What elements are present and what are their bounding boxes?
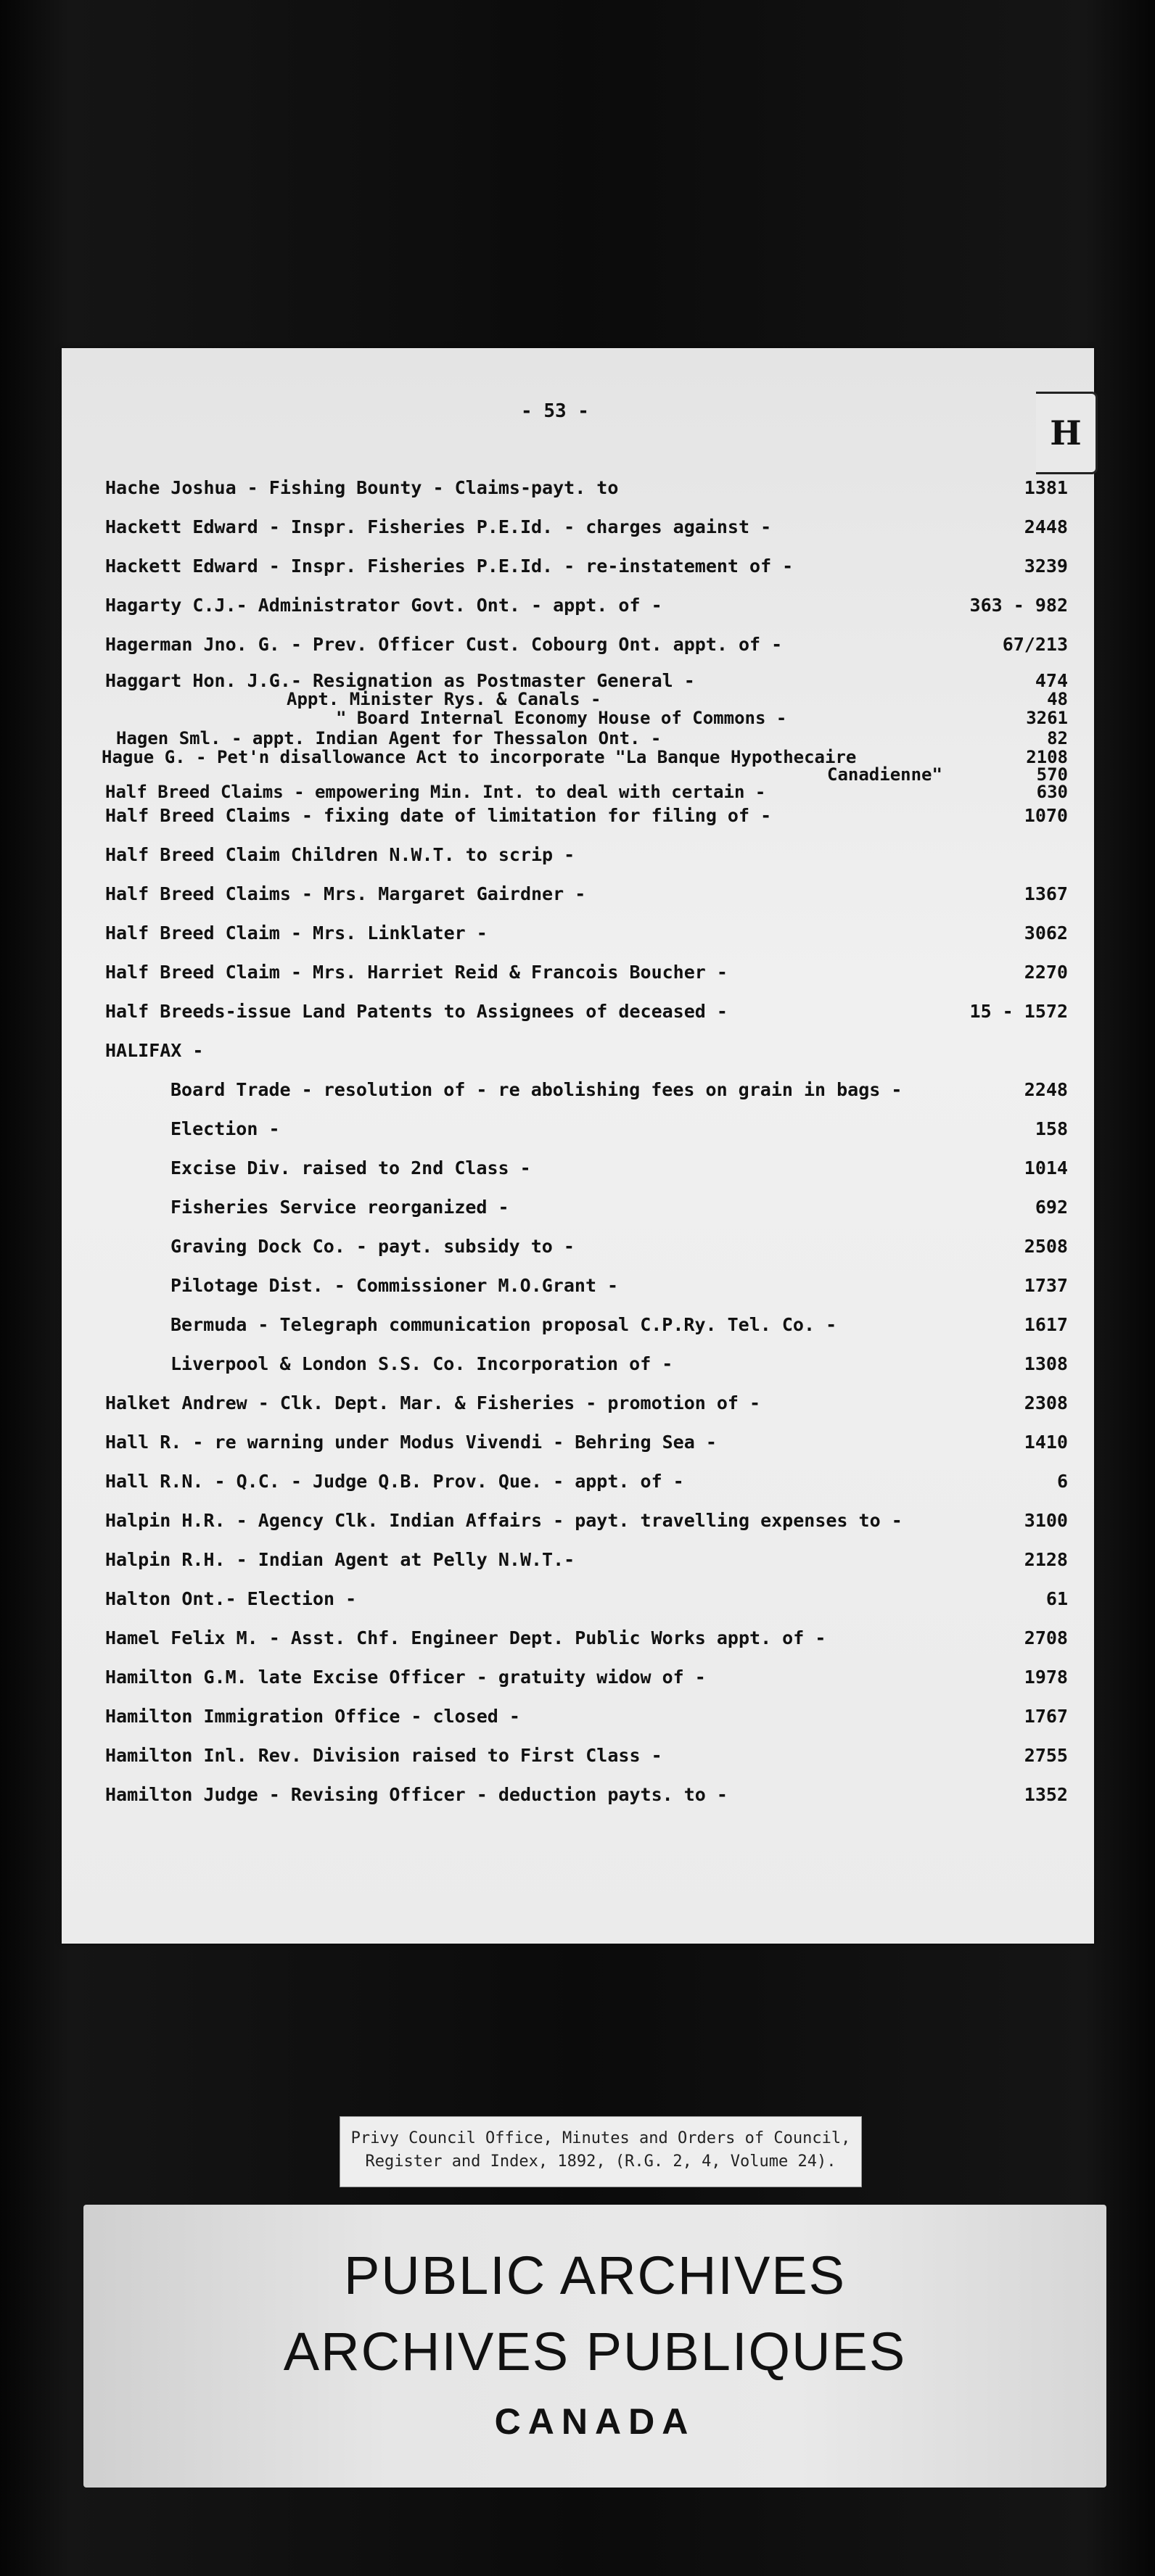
entry-text: Hackett Edward - Inspr. Fisheries P.E.Id. - charges against - [105,516,772,537]
entry-ref: 2108 [1026,747,1068,767]
entry-text: Fisheries Service reorganized - [170,1197,509,1218]
index-entry [62,1627,1094,1656]
entry-text: Half Breed Claim - Mrs. Harriet Reid & Francois Boucher - [105,962,728,983]
index-entry [62,516,1094,545]
entry-text: HALIFAX - [105,1040,204,1061]
entry-ref: 1014 [1024,1157,1068,1178]
entry-ref: 1308 [1024,1353,1068,1374]
index-entry [62,556,1094,585]
index-entry [62,883,1094,912]
entry-text: Hall R. - re warning under Modus Vivendi - Behring Sea - [105,1432,717,1453]
entry-ref: 1978 [1024,1667,1068,1688]
entry-text: Liverpool & London S.S. Co. Incorporation of - [170,1353,673,1374]
index-entry [62,1118,1094,1147]
entry-text: Election - [170,1118,280,1139]
entry-text: Half Breed Claim Children N.W.T. to scrip - [105,844,575,865]
entry-ref: 3261 [1026,708,1068,728]
entry-text: Canadienne" [827,764,942,785]
stamp-line-1: PUBLIC ARCHIVES [343,2245,847,2305]
index-entry [62,1001,1094,1030]
entry-text: Graving Dock Co. - payt. subsidy to - [170,1236,575,1257]
index-tab-letter: H [1036,392,1098,474]
entry-text: Hagerman Jno. G. - Prev. Officer Cust. Cobourg Ont. appt. of - [105,634,783,655]
entry-text: Hagen Sml. - appt. Indian Agent for Thessalon Ont. - [116,728,662,748]
index-entry [62,1236,1094,1265]
index-entry [62,922,1094,951]
index-entry [62,1157,1094,1186]
entry-text: " Board Internal Economy House of Commons - [336,708,787,728]
index-entry [62,1549,1094,1578]
index-entry [62,1432,1094,1461]
entry-ref: 474 [1035,670,1068,691]
entry-text: Board Trade - resolution of - re abolishing fees on grain in bags - [170,1079,903,1100]
index-entry [62,1745,1094,1774]
page-number: - 53 - [521,400,589,422]
entry-text: Hague G. - Pet'n disallowance Act to incorporate "La Banque Hypothecaire [102,747,857,767]
index-entry [62,844,1094,873]
stamp-line-2: ARCHIVES PUBLIQUES [283,2321,907,2382]
entry-ref: 2128 [1024,1549,1068,1570]
index-entry [62,477,1094,506]
entry-ref: 2248 [1024,1079,1068,1100]
entry-text: Half Breed Claims - empowering Min. Int. to deal with certain - [105,782,766,802]
entry-ref: 2270 [1024,962,1068,983]
entry-text: Appt. Minister Rys. & Canals - [287,689,601,709]
entry-ref: 67/213 [1002,634,1068,655]
entry-text: Halket Andrew - Clk. Dept. Mar. & Fisheries - promotion of - [105,1392,761,1413]
entry-text: Half Breed Claims - fixing date of limitation for filing of - [105,805,772,826]
entry-text: Halton Ont.- Election - [105,1588,357,1609]
entry-text: Half Breeds-issue Land Patents to Assignees of deceased - [105,1001,728,1022]
entry-ref: 1410 [1024,1432,1068,1453]
entry-ref: 570 [1036,764,1068,785]
entry-ref: 1352 [1024,1784,1068,1805]
caption-line-1: Privy Council Office, Minutes and Orders of Council, [350,2129,851,2147]
index-entry [62,805,1094,834]
entry-ref: 1737 [1024,1275,1068,1296]
entry-ref: 1617 [1024,1314,1068,1335]
entry-ref: 3062 [1024,922,1068,944]
entry-text: Bermuda - Telegraph communication proposal C.P.Ry. Tel. Co. - [170,1314,837,1335]
index-entry [62,1510,1094,1539]
entry-ref: 1767 [1024,1706,1068,1727]
entry-ref: 1381 [1024,477,1068,498]
entry-ref: 3100 [1024,1510,1068,1531]
entry-text: Pilotage Dist. - Commissioner M.O.Grant - [170,1275,619,1296]
entry-ref: 158 [1035,1118,1068,1139]
index-entry [62,1314,1094,1343]
entry-ref: 363 - 982 [969,595,1068,616]
entry-text: Hackett Edward - Inspr. Fisheries P.E.Id. - re-instatement of - [105,556,794,577]
stamp-line-3: CANADA [494,2401,696,2442]
index-entry [62,1275,1094,1304]
entry-text: Hamilton G.M. late Excise Officer - gratuity widow of - [105,1667,706,1688]
index-entry [62,1471,1094,1500]
entry-ref: 2508 [1024,1236,1068,1257]
entry-text: Hache Joshua - Fishing Bounty - Claims-payt. to [105,477,619,498]
index-entry [62,1392,1094,1421]
entry-ref: 1367 [1024,883,1068,904]
index-entry [62,1079,1094,1108]
index-heading [62,1040,1094,1069]
entry-ref: 48 [1047,689,1068,709]
entry-ref: 2755 [1024,1745,1068,1766]
index-entry [62,1353,1094,1382]
caption-line-2: Register and Index, 1892, (R.G. 2, 4, Volume 24). [365,2152,837,2171]
entry-ref: 82 [1047,728,1068,748]
entry-ref: 2708 [1024,1627,1068,1648]
entry-ref: 15 - 1572 [969,1001,1068,1022]
source-caption [340,2116,862,2187]
entry-text: Hamilton Judge - Revising Officer - deduction payts. to - [105,1784,728,1805]
entry-ref: 2308 [1024,1392,1068,1413]
index-entry [62,634,1094,663]
entry-text: Hagarty C.J.- Administrator Govt. Ont. - appt. of - [105,595,662,616]
archives-stamp [83,2205,1106,2488]
entry-ref: 3239 [1024,556,1068,577]
index-entry [62,1706,1094,1735]
index-entry [62,1784,1094,1813]
entry-ref: 630 [1036,782,1068,802]
index-entry [62,1197,1094,1226]
entry-ref: 2448 [1024,516,1068,537]
entry-text: Hamel Felix M. - Asst. Chf. Engineer Dept. Public Works appt. of - [105,1627,826,1648]
index-entry [62,1588,1094,1617]
entry-ref: 692 [1035,1197,1068,1218]
index-page [62,348,1094,1944]
index-entry [62,1667,1094,1696]
entry-text: Haggart Hon. J.G.- Resignation as Postmaster General - [105,670,695,691]
entry-text: Hamilton Immigration Office - closed - [105,1706,520,1727]
entry-text: Half Breed Claim - Mrs. Linklater - [105,922,488,944]
entry-text: Hall R.N. - Q.C. - Judge Q.B. Prov. Que. - appt. of - [105,1471,684,1492]
entry-ref: 61 [1045,1588,1068,1609]
index-entry [62,595,1094,624]
entry-ref: 1070 [1024,805,1068,826]
entry-ref: 6 [1056,1471,1068,1492]
entry-text: Halpin R.H. - Indian Agent at Pelly N.W.T.- [105,1549,575,1570]
entry-text: Halpin H.R. - Agency Clk. Indian Affairs - payt. travelling expenses to - [105,1510,903,1531]
entry-text: Half Breed Claims - Mrs. Margaret Gairdner - [105,883,586,904]
entry-text: Hamilton Inl. Rev. Division raised to First Class - [105,1745,662,1766]
index-entry [62,962,1094,991]
entry-text: Excise Div. raised to 2nd Class - [170,1157,531,1178]
